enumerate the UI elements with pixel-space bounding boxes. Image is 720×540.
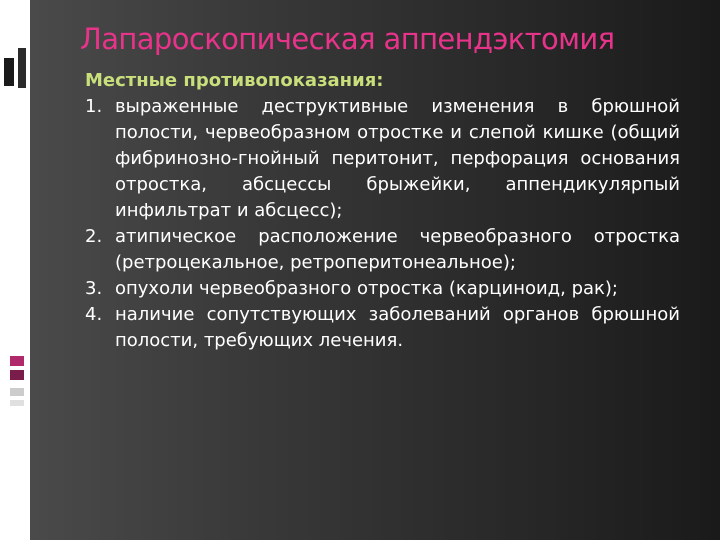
list-item — [85, 302, 680, 354]
slide-body — [85, 68, 680, 354]
list-item — [85, 94, 680, 224]
list-item-number: 4. — [85, 304, 103, 325]
list-item — [85, 276, 680, 302]
stripe-mark — [4, 58, 14, 86]
stripe-mark — [10, 370, 24, 380]
list-item-number: 2. — [85, 226, 103, 247]
list-item-number: 3. — [85, 278, 103, 299]
stripe-mark — [18, 48, 26, 88]
stripe-mark — [10, 388, 24, 396]
list-item-number: 1. — [85, 96, 103, 117]
stripe-mark — [10, 356, 24, 366]
list-item-text: атипическое расположение червеобразного отростка (ретроцекальное, ретроперитонеальное); — [115, 226, 680, 273]
section-subtitle: Местные противопоказания: — [85, 70, 384, 91]
list-item-text: наличие сопутствующих заболеваний органов брюшной полости, требующих лечения. — [115, 304, 680, 351]
slide-title: Лапароскопическая аппендэктомия — [80, 22, 615, 56]
list-item-text: выраженные деструктивные изменения в брюшной полости, червеобразном отростке и слепой кишке (общий фибринозно-гнойный перитонит, перфорация основания отростка, абсцессы брыжейки, аппендикулярпый инфильтрат и абсцесс); — [115, 96, 680, 221]
list-item-text: опухоли червеобразного отростка (карциноид, рак); — [115, 278, 618, 299]
left-decorative-stripe — [0, 0, 30, 540]
list-item — [85, 224, 680, 276]
stripe-mark — [10, 400, 24, 406]
